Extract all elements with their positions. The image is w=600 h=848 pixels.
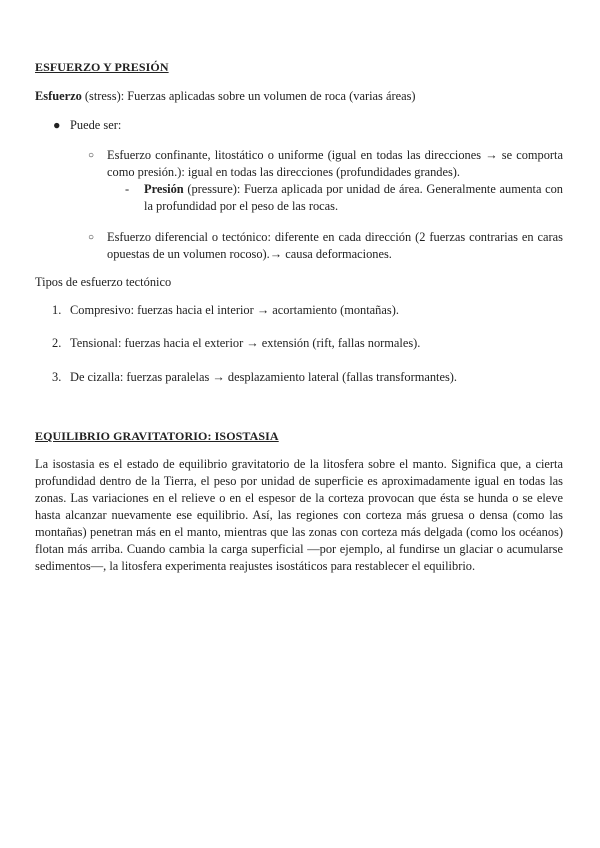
circle-bullet-icon: ○	[88, 150, 95, 161]
type-item-compresivo: Compresivo: fuerzas hacia el interior → acortamiento (montañas).	[70, 303, 399, 317]
intro-esfuerzo	[35, 88, 575, 105]
term-presion: Presión	[144, 182, 184, 196]
dash-marker: -	[125, 182, 130, 196]
circle-bullet-icon: ○	[88, 232, 95, 243]
presion-definition: (pressure): Fuerza aplicada por unidad de área. Generalmente aumenta con la profundidad por el peso de las rocas.	[144, 182, 563, 213]
type-item-tensional: Tensional: fuerzas hacia el exterior → extensión (rift, fallas normales).	[70, 336, 421, 350]
type-item-number: 1.	[52, 303, 62, 317]
types-title: Tipos de esfuerzo tectónico	[35, 275, 172, 289]
isostasia-paragraph: La isostasia es el estado de equilibrio gravitatorio de la litosfera sobre el manto. Significa que, a cierta profundidad dentro de la Tierra, el peso por unidad de superficie es aproximadamente igual en todas las zonas. Las variaciones en el relieve o en el espesor de la corteza provocan que ésta se hunda o se eleve hasta alcanzar nuevamente ese equilibrio. Así, las regiones con corteza más gruesa o densa (como las montañas) penetran más en el manto, mientras que las zonas con corteza más delgada (como los océanos) flotan más arriba. Cuando cambia la carga superficial —por ejemplo, al fundirse un glaciar o acumularse sedimentos—, la litosfera experimenta reajustes isostáticos para restablecer el equilibrio.	[35, 457, 563, 573]
sub-item-confinante: Esfuerzo confinante, litostático o uniforme (igual en todas las direcciones → se comporta como presión.): igual en todas las direcciones (profundidades grandes).	[107, 148, 563, 179]
heading-isostasia: EQUILIBRIO GRAVITATORIO: ISOSTASIA	[35, 429, 279, 443]
type-item-number: 2.	[52, 336, 62, 350]
type-item-number: 3.	[52, 370, 62, 384]
bullet-dot-icon: ●	[53, 118, 61, 132]
type-item-cizalla: De cizalla: fuerzas paralelas → desplazamiento lateral (fallas transformantes).	[70, 370, 458, 384]
heading-esfuerzo-presion: ESFUERZO Y PRESIÓN	[35, 60, 169, 74]
sub-item-diferencial: Esfuerzo diferencial o tectónico: diferente en cada dirección (2 fuerzas contrarias en caras opuestas de un volumen rocoso).→ causa deformaciones.	[107, 230, 563, 261]
intro-definition: (stress): Fuerzas aplicadas sobre un volumen de roca (varias áreas)	[81, 89, 416, 103]
term-esfuerzo: Esfuerzo	[35, 89, 82, 103]
bullet-puede-ser: Puede ser:	[70, 118, 122, 132]
sub-item-presion	[144, 181, 563, 215]
